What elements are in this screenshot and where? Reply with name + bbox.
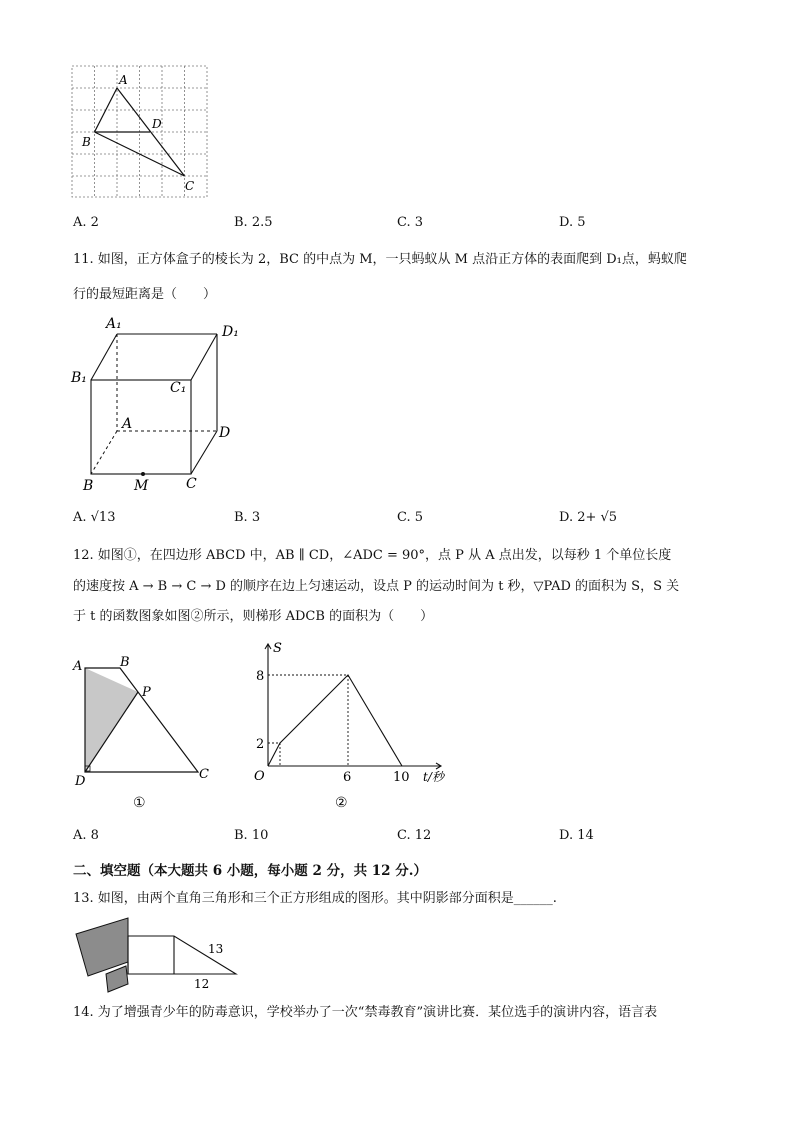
label-D: D [75,774,86,789]
q13-text: 13. 如图，由两个直角三角形和三个正方形组成的图形。其中阴影部分面积是______. [73,891,557,906]
label-A1: A₁ [106,316,122,332]
label-12: 12 [194,977,210,991]
q11-option-a[interactable]: A. √13 [73,510,116,525]
label-13: 13 [208,942,224,956]
label-B: B [83,478,94,494]
label-B1: B₁ [71,370,87,386]
q12-function-graph [245,636,455,788]
q11-option-d[interactable]: D. 2+ √5 [559,510,618,525]
shaded-triangle-pad [85,668,138,772]
q11-option-b[interactable]: B. 3 [234,510,261,525]
fig2-caption: ② [335,795,348,811]
q12-option-c[interactable]: C. 12 [397,828,432,843]
q10-option-d[interactable]: D. 5 [559,215,586,230]
label-C: C [185,179,195,193]
q11-option-c[interactable]: C. 5 [397,510,424,525]
q12-text-line1: 12. 如图①，在四边形 ABCD 中，AB ∥ CD，∠ADC = 90°，点 P 从 A 点出发，以每秒 1 个单位长度 [73,548,672,563]
q13-figure [68,914,243,994]
label-A: A [122,416,133,432]
x-tick-6: 6 [343,770,352,785]
q12-text-line2: 的速度按 A → B → C → D 的顺序在边上匀速运动，设点 P 的运动时间为 t 秒，▽PAD 的面积为 S，S 关 [73,579,680,594]
y-axis-label: S [273,641,282,656]
q10-option-c[interactable]: C. 3 [397,215,424,230]
label-C: C [199,767,209,782]
y-tick-8: 8 [256,669,265,684]
q11-cube-figure [66,312,256,494]
origin-label: O [254,769,265,784]
label-M: M [134,478,149,494]
label-P: P [142,685,151,700]
q10-option-a[interactable]: A. 2 [73,215,99,230]
x-tick-10: 10 [393,770,410,785]
label-D1: D₁ [222,324,239,340]
fig1-caption: ① [133,795,146,811]
label-C: C [186,476,197,492]
q10-grid-figure [70,64,210,199]
q10-option-b[interactable]: B. 2.5 [234,215,273,230]
q11-text-line1: 11. 如图，正方体盒子的棱长为 2，BC 的中点为 M，一只蚂蚁从 M 点沿正方体的表面爬到 D₁点，蚂蚁爬 [73,252,687,267]
label-B: B [120,655,130,670]
q12-trapezoid-figure [70,652,220,792]
q14-text: 14. 为了增强青少年的防毒意识，学校举办了一次“禁毒教育”演讲比赛．某位选手的演讲内容，语言表 [73,1005,658,1020]
label-B: B [82,135,91,149]
x-axis-label: t/秒 [423,770,444,784]
graph-line [268,675,402,766]
q12-text-line3: 于 t 的函数图象如图②所示，则梯形 ADCB 的面积为（ ） [73,609,434,624]
q12-option-a[interactable]: A. 8 [73,828,99,843]
label-D: D [152,117,162,131]
label-A: A [73,659,83,674]
label-C1: C₁ [170,380,187,396]
y-tick-2: 2 [256,737,265,752]
q11-text-line2: 行的最短距离是（ ） [73,287,217,302]
section-title: 二、填空题（本大题共 6 小题，每小题 2 分，共 12 分.） [73,863,427,879]
q12-option-d[interactable]: D. 14 [559,828,594,843]
q12-option-b[interactable]: B. 10 [234,828,269,843]
label-A: A [119,73,128,87]
point-m [141,472,145,476]
label-D: D [219,425,231,441]
